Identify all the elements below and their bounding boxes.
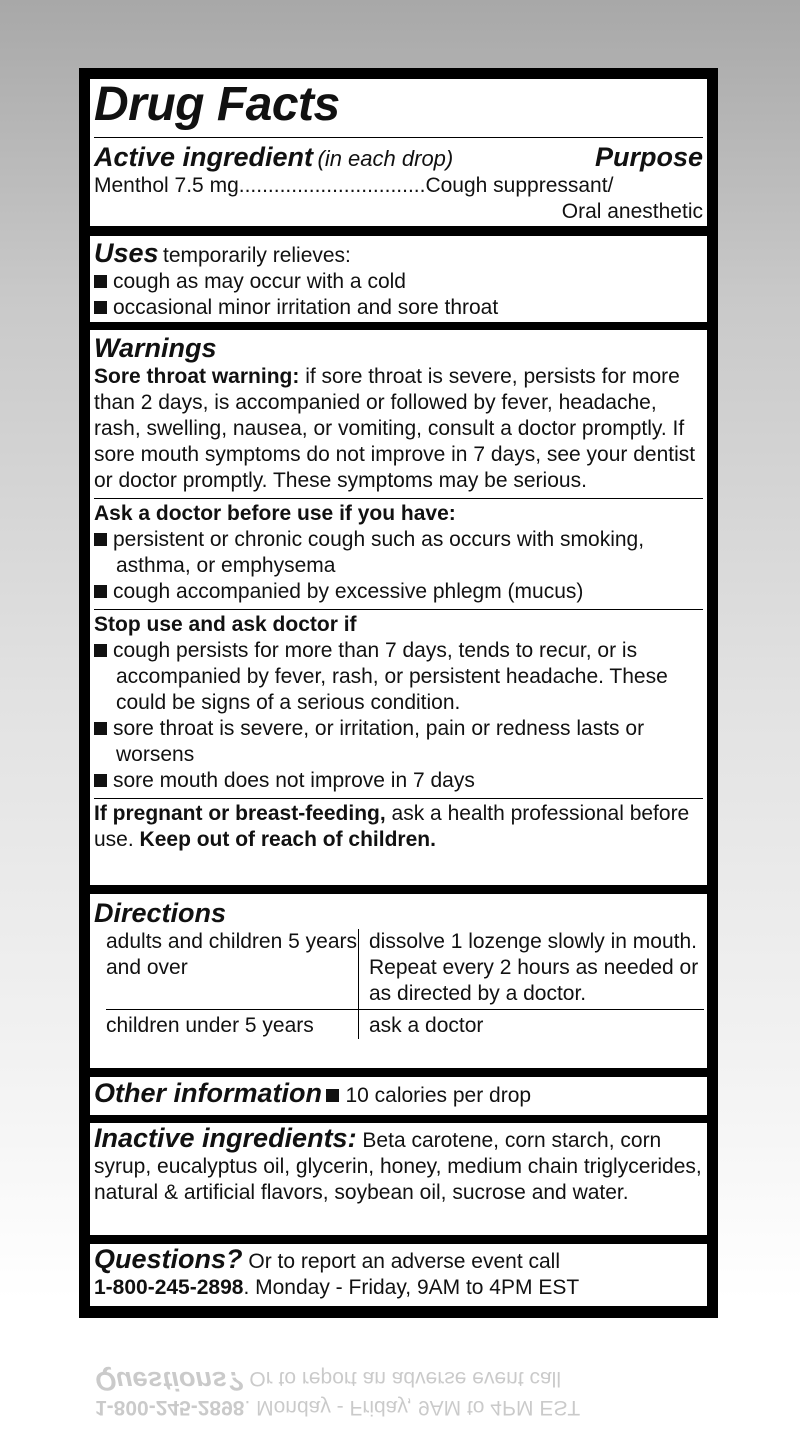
directions-what: ask a doctor xyxy=(369,1014,484,1037)
divider xyxy=(94,798,703,799)
bullet-square-icon xyxy=(326,1089,339,1102)
list-item: persistent or chronic cough such as occurs with smoking, asthma, or emphysema xyxy=(94,527,703,579)
page-title: Drug Facts xyxy=(94,79,340,131)
other-info-heading: Other information xyxy=(94,1078,322,1108)
title-divider xyxy=(94,137,703,138)
divider xyxy=(94,609,703,610)
warnings-section xyxy=(90,330,707,885)
list-item: sore throat is severe, or irritation, pain or redness lasts or worsens xyxy=(94,716,703,768)
active-ingredient-note: (in each drop) xyxy=(317,146,454,171)
directions-table xyxy=(106,929,704,1039)
inactive-text-block xyxy=(94,1125,703,1206)
inactive-section xyxy=(90,1123,707,1235)
directions-who: adults and children 5 years and over xyxy=(106,929,359,1010)
inactive-heading: Inactive ingredients: xyxy=(94,1123,357,1153)
purpose-heading: Purpose xyxy=(594,142,703,172)
table-row xyxy=(106,929,704,1010)
uses-intro: temporarily relieves: xyxy=(163,244,351,267)
purpose-line-2: Oral anesthetic xyxy=(561,200,703,223)
divider xyxy=(94,498,703,499)
other-info-item: 10 calories per drop xyxy=(326,1084,531,1107)
directions-what: dissolve 1 lozenge slowly in mouth. Repeat every 2 hours as needed or as directed by a doctor. xyxy=(359,929,705,1010)
bullet-square-icon xyxy=(94,533,107,546)
bullet-square-icon xyxy=(94,644,107,657)
uses-heading: Uses xyxy=(94,238,159,268)
sore-throat-warning xyxy=(94,364,703,494)
bullet-square-icon xyxy=(94,722,107,735)
bullet-square-icon xyxy=(94,275,107,288)
inactive-text: Beta carotene, corn starch, corn syrup, eucalyptus oil, glycerin, honey, medium chain triglycerides, natural & artificial flavors, soybean oil, sucrose and water. xyxy=(94,1129,702,1204)
directions-section xyxy=(90,894,707,1068)
questions-block xyxy=(94,1246,703,1301)
list-item: cough as may occur with a cold xyxy=(94,269,703,295)
drug-facts-panel xyxy=(79,68,718,1318)
active-ingredient-heading: Active ingredient xyxy=(94,142,314,172)
pregnant-label: If pregnant or breast-feeding, xyxy=(94,802,386,825)
list-item: sore mouth does not improve in 7 days xyxy=(94,768,703,794)
questions-text: Or to report an adverse event call xyxy=(248,1250,561,1273)
pregnancy-warning xyxy=(94,801,703,853)
other-info-section xyxy=(90,1077,707,1115)
phone-number: 1-800-245-2898 xyxy=(94,1276,244,1299)
sore-throat-label: Sore throat warning: xyxy=(94,365,300,388)
questions-hours: . Monday - Friday, 9AM to 4PM EST xyxy=(243,1276,580,1299)
pregnant-text: ask a health professional before use. xyxy=(94,802,690,851)
questions-section xyxy=(90,1244,707,1306)
list-item: cough accompanied by excessive phlegm (mucus) xyxy=(94,579,703,605)
list-item: occasional minor irritation and sore throat xyxy=(94,295,703,321)
ingredient-line: Menthol 7.5 mg................................Cough suppressant/ xyxy=(94,174,614,197)
stop-use-heading: Stop use and ask doctor if xyxy=(94,613,357,636)
list-item: cough persists for more than 7 days, tends to recur, or is accompanied by fever, rash, or persistent headache. These could be signs of a serious condition. xyxy=(94,638,703,716)
bullet-square-icon xyxy=(94,585,107,598)
active-heading-row xyxy=(94,142,703,173)
keep-out-of-reach: Keep out of reach of children. xyxy=(139,828,436,851)
questions-heading: Questions? xyxy=(94,1244,243,1274)
directions-who: children under 5 years xyxy=(106,1010,359,1040)
header-section xyxy=(90,79,707,226)
uses-section xyxy=(90,236,707,322)
ask-doctor-heading: Ask a doctor before use if you have: xyxy=(94,502,456,525)
panel-reflection: 1-800-245-2898. Monday - Friday, 9AM to 4PM EST Questions? Or to report an adverse event call xyxy=(95,1366,581,1419)
directions-heading: Directions xyxy=(94,898,227,928)
bullet-square-icon xyxy=(94,774,107,787)
warnings-heading: Warnings xyxy=(94,333,217,363)
bullet-square-icon xyxy=(94,301,107,314)
table-row xyxy=(106,1010,704,1040)
sore-throat-text: if sore throat is severe, persists for more than 2 days, is accompanied or followed by fever, headache, rash, swelling, nausea, or vomiting, consult a doctor promptly. If sore mouth symptoms do not improve in 7 days, see your dentist or doctor promptly. These symptoms may be serious. xyxy=(94,365,696,492)
